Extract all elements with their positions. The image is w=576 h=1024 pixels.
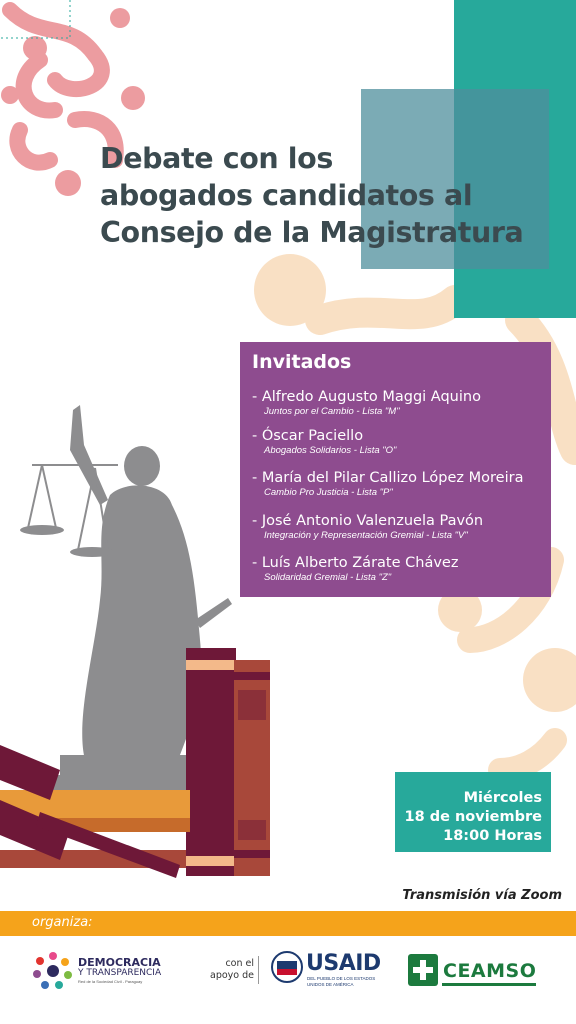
guest-name: - Luís Alberto Zárate Chávez <box>252 555 459 571</box>
guest-item <box>252 554 547 583</box>
guest-list: Solidaridad Gremial - Lista "Z" <box>264 572 392 583</box>
guest-name: - María del Pilar Callizo López Moreira <box>252 470 524 486</box>
event-time: 18:00 Horas <box>443 828 542 844</box>
event-day: Miércoles <box>463 790 542 806</box>
guests-panel <box>240 342 551 597</box>
democracia-tagline: Red de la Sociedad Civil - Paraguay <box>78 979 143 984</box>
title-line-3: Consejo de la Magistratura <box>100 216 524 249</box>
stream-info: Transmisión vía Zoom <box>402 888 562 903</box>
books-illustration <box>186 648 270 876</box>
guest-name: - José Antonio Valenzuela Pavón <box>252 513 484 529</box>
guests-heading: Invitados <box>252 351 352 373</box>
organiza-label: organiza: <box>32 915 93 930</box>
usaid-subtitle: DEL PUEBLO DE LOS ESTADOS UNIDOS DE AMÉRICA <box>307 976 376 987</box>
title-line-1: Debate con los <box>100 142 333 175</box>
guest-list: Abogados Solidarios - Lista "O" <box>264 445 397 456</box>
guest-name: - Óscar Paciello <box>252 428 364 444</box>
guest-item <box>252 388 547 417</box>
page-title <box>100 140 570 251</box>
organizer-bar <box>0 911 576 936</box>
sponsor-footer <box>0 936 576 1024</box>
democracia-transparencia-logo-icon <box>32 950 74 990</box>
guest-item <box>252 512 547 541</box>
apoyo-text <box>206 958 254 982</box>
event-date: 18 de noviembre <box>404 809 542 825</box>
transparencia-name: Y TRANSPARENCIA <box>78 968 162 978</box>
title-line-2: abogados candidatos al <box>100 179 473 212</box>
guest-list: Integración y Representación Gremial - Lista "V" <box>264 530 468 541</box>
ceamso-name: CEAMSO <box>443 960 537 982</box>
apoyo-line-1: con el <box>225 958 254 969</box>
guest-item <box>252 469 547 498</box>
guest-item <box>252 427 547 456</box>
event-datetime-box <box>395 772 551 852</box>
democracia-name: DEMOCRACIA <box>78 956 161 969</box>
guest-list: Juntos por el Cambio - Lista "M" <box>264 406 400 417</box>
scale-pans <box>20 525 114 557</box>
apoyo-line-2: apoyo de <box>210 970 254 981</box>
guest-name: - Alfredo Augusto Maggi Aquino <box>252 389 481 405</box>
usaid-seal-icon <box>271 951 303 983</box>
guest-list: Cambio Pro Justicia - Lista "P" <box>264 487 393 498</box>
usaid-name: USAID <box>306 951 381 976</box>
divider <box>258 956 259 984</box>
